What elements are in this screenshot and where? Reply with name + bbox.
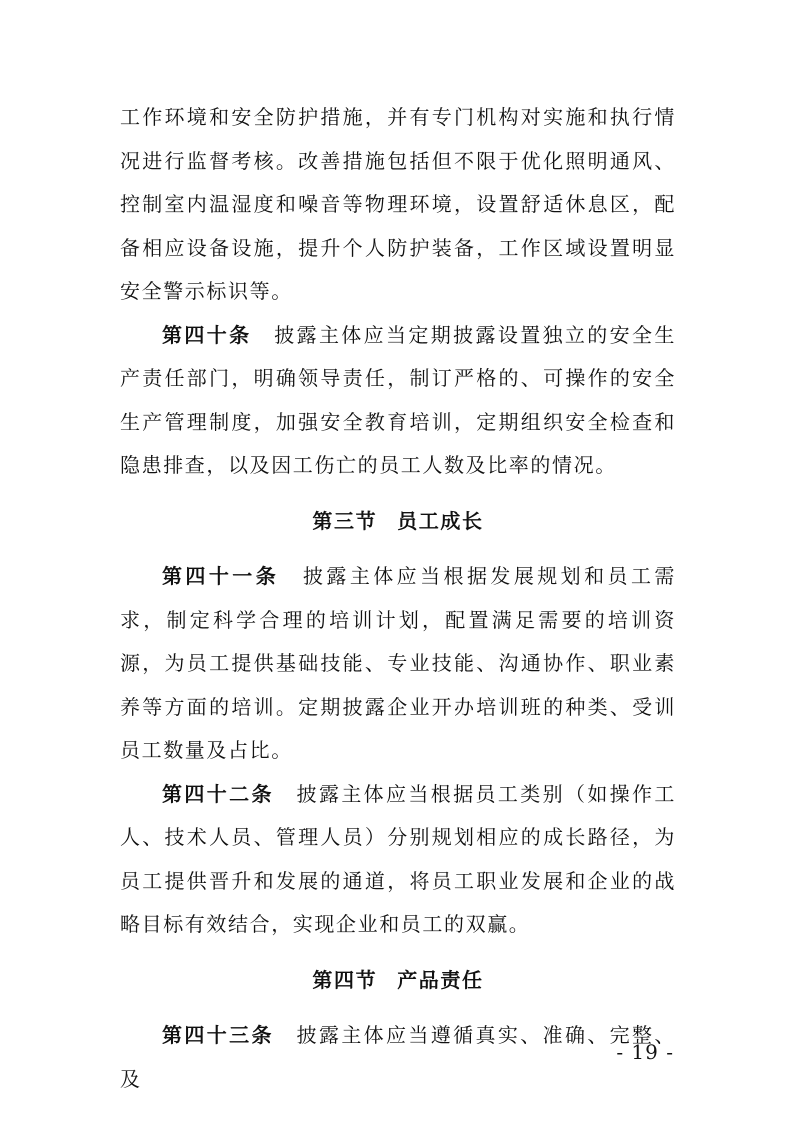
article-41-text: 披露主体应当根据发展规划和员工需求，制定科学合理的培训计划，配置满足需要的培训资源，为员工提供基础技能、专业技能、沟通协作、职业素养等方面的培训。定期披露企业开办培训班的种类、受训员工数量及占比。 [120, 564, 676, 762]
article-43-text: 披露主体应当遵循真实、准确、完整、及 [120, 1023, 677, 1091]
article-41 [120, 555, 676, 773]
section-4-title: 产品责任 [397, 967, 484, 992]
article-43-label: 第四十三条 [162, 1023, 274, 1047]
article-40-label: 第四十条 [162, 322, 252, 347]
section-3-title: 员工成长 [397, 508, 484, 533]
paragraph-continued: 工作环境和安全防护措施，并有专门机构对实施和执行情况进行监督考核。改善措施包括但不限于优化照明通风、控制室内温湿度和噪音等物理环境，设置舒适休息区，配备相应设备设施，提升个人防护装备，工作区域设置明显安全警示标识等。 [120, 105, 676, 303]
section-3-number: 第三节 [312, 508, 378, 533]
article-42-label: 第四十二条 [162, 781, 274, 806]
section-3-heading [120, 500, 676, 544]
article-42-text: 披露主体应当根据员工类别（如操作工人、技术人员、管理人员）分别规划相应的成长路径，为员工提供晋升和发展的通道，将员工职业发展和企业的战略目标有效结合，实现企业和员工的双赢。 [120, 781, 677, 936]
section-4-number: 第四节 [312, 967, 378, 992]
section-4-heading [120, 959, 676, 1003]
article-40-text: 披露主体应当定期披露设置独立的安全生产责任部门，明确领导责任，制订严格的、可操作的安全生产管理制度，加强安全教育培训，定期组织安全检查和隐患排查，以及因工伤亡的员工人数及比率的情况。 [120, 322, 676, 477]
article-41-label: 第四十一条 [162, 564, 280, 588]
article-42 [120, 773, 676, 947]
document-body [120, 96, 676, 1101]
article-40 [120, 314, 676, 488]
article-43 [120, 1014, 676, 1101]
page-number: - 19 - [616, 1040, 674, 1064]
